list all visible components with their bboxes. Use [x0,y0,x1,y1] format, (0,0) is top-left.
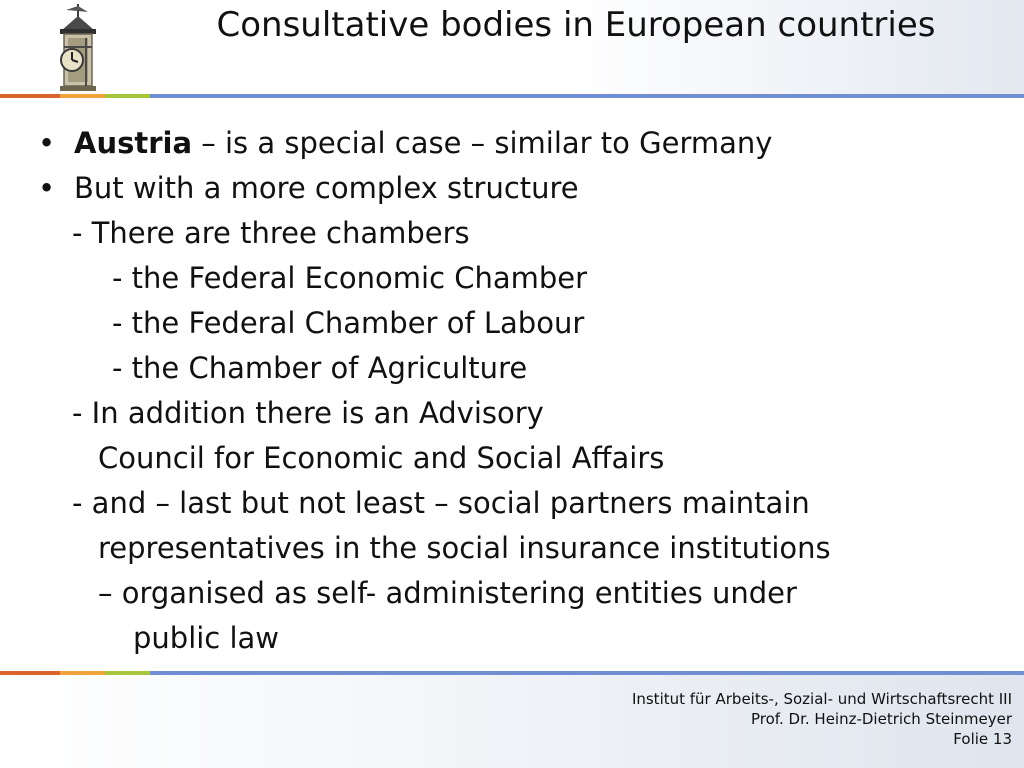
sub-line: - There are three chambers [72,216,470,250]
sub-sub-line: - the Chamber of Agriculture [112,351,528,385]
continuation-line: – organised as self- administering entities under [98,576,797,610]
footer-institute: Institut für Arbeits-, Sozial- und Wirtschaftsrecht III [631,690,1012,708]
sub-sub-line: - the Federal Economic Chamber [112,261,588,295]
bullet-text: But with a more complex structure [74,171,579,205]
continuation-line: representatives in the social insurance institutions [98,531,831,565]
bullet-text [74,121,772,166]
clock-tower-icon [48,2,118,92]
footer-info [632,689,1012,749]
footer-color-stripe [0,671,1024,675]
bold-term: Austria [74,126,193,160]
bullet-icon: • [38,126,56,160]
bullet-icon: • [38,171,56,205]
sub-line: - In addition there is an Advisory [72,396,544,430]
slide-title: Consultative bodies in European countries [216,5,936,45]
continuation-line: Council for Economic and Social Affairs [98,441,665,475]
footer-slide-number: Folie 13 [953,730,1012,748]
header-color-stripe [0,94,1024,98]
sub-sub-line: - the Federal Chamber of Labour [112,306,585,340]
footer-professor: Prof. Dr. Heinz-Dietrich Steinmeyer [751,710,1012,728]
bullet-rest: – is a special case – similar to Germany [192,126,773,160]
continuation-line: public law [133,621,280,655]
sub-line: - and – last but not least – social partners maintain [72,486,810,520]
